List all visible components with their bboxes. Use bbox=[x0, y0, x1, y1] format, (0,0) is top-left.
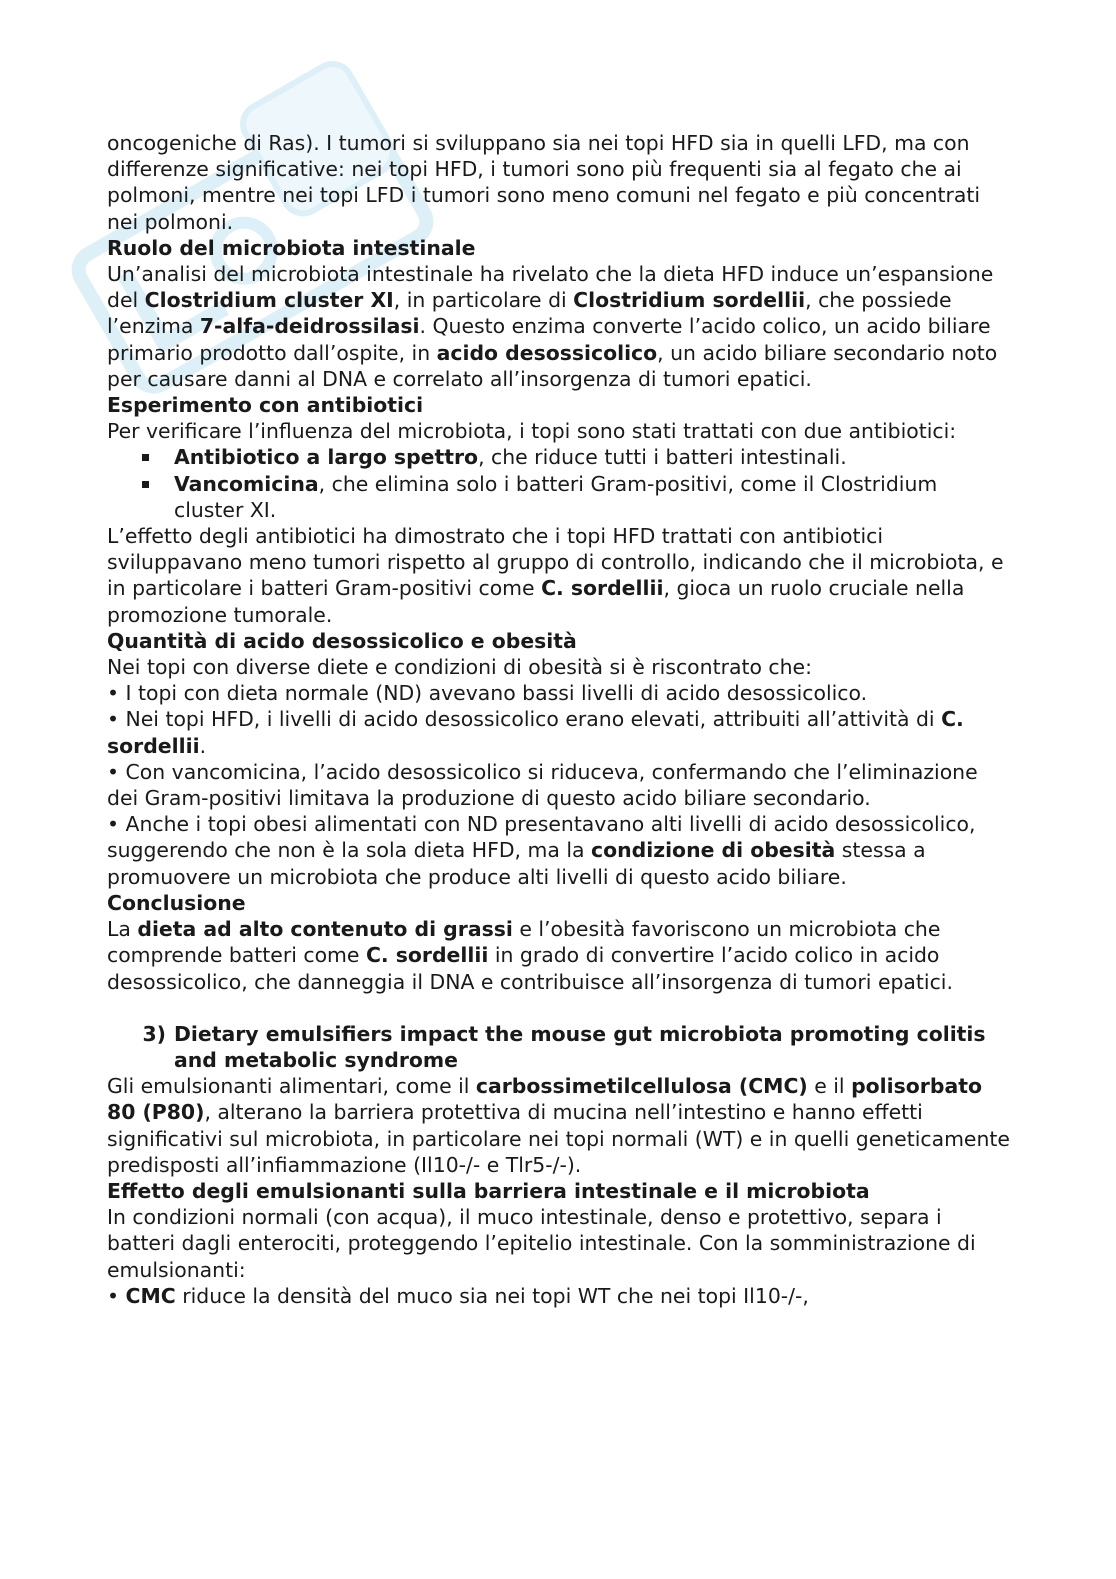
section-heading-3 bbox=[107, 1021, 1012, 1073]
paragraph-intro: oncogeniche di Ras). I tumori si sviluppano sia nei topi HFD sia in quelli LFD, ma con differenze significative: nei topi HFD, i tumori sono più frequenti sia al fegato che ai polmoni, mentre nei topi LFD i tumori sono meno comuni nel fegato e più concentrati nei polmoni. bbox=[107, 131, 981, 234]
bullet-hfd: • Nei topi HFD, i livelli di acido desossicolico erano elevati, attribuiti all’attività di C. sordellii. bbox=[107, 707, 964, 758]
heading-ruolo-microbiota: Ruolo del microbiota intestinale bbox=[107, 235, 476, 260]
heading-quantita-acido: Quantità di acido desossicolico e obesità bbox=[107, 628, 577, 653]
section-title: Dietary emulsifiers impact the mouse gut microbiota promoting colitis and metabolic syndrome bbox=[174, 1021, 986, 1072]
paragraph-microbiota: Un’analisi del microbiota intestinale ha rivelato che la dieta HFD induce un’espansione del Clostridium cluster XI, in particolare di Clostridium sordellii, che possiede l’enzima 7-alfa-deidrossilasi. Questo enzima converte l’acido colico, un acido biliare primario prodotto dall’ospite, in acido desossicolico, un acido biliare secondario noto per causare danni al DNA e correlato all’insorgenza di tumori epatici. bbox=[107, 262, 998, 391]
heading-esperimento-antibiotici: Esperimento con antibiotici bbox=[107, 393, 424, 418]
section-number: 3) bbox=[142, 1021, 166, 1046]
antibiotic-list bbox=[107, 444, 1012, 523]
paragraph-muco: In condizioni normali (con acqua), il muco intestinale, denso e protettivo, separa i batteri dagli enterociti, proteggendo l’epitelio intestinale. Con la somministrazione di emulsionanti: bbox=[107, 1205, 976, 1282]
heading-effetto-emulsionanti: Effetto degli emulsionanti sulla barriera intestinale e il microbiota bbox=[107, 1178, 870, 1203]
list-item: Antibiotico a largo spettro, che riduce tutti i batteri intestinali. bbox=[107, 444, 1012, 470]
paragraph-conclusione: La dieta ad alto contenuto di grassi e l’obesità favoriscono un microbiota che comprende batteri come C. sordellii in grado di convertire l’acido colico in acido desossicolico, che danneggia il DNA e contribuisce all’insorgenza di tumori epatici. bbox=[107, 917, 953, 994]
paragraph-antibiotici: Per verificare l’influenza del microbiota, i topi sono stati trattati con due antibiotici: bbox=[107, 419, 957, 444]
heading-conclusione: Conclusione bbox=[107, 890, 246, 915]
paragraph-effetto-antibiotici: L’effetto degli antibiotici ha dimostrato che i topi HFD trattati con antibiotici sviluppavano meno tumori rispetto al gruppo di controllo, indicando che il microbiota, e in particolare i batteri Gram-positivi come C. sordellii, gioca un ruolo cruciale nella promozione tumorale. bbox=[107, 524, 1004, 627]
document-page bbox=[107, 130, 1012, 1309]
paragraph-diete: Nei topi con diverse diete e condizioni di obesità si è riscontrato che: bbox=[107, 655, 812, 680]
bullet-obesi: • Anche i topi obesi alimentati con ND presentavano alti livelli di acido desossicolico, suggerendo che non è la sola dieta HFD, ma la condizione di obesità stessa a promuovere un microbiota che produce alti livelli di questo acido biliare. bbox=[107, 812, 976, 889]
list-item: Vancomicina, che elimina solo i batteri Gram-positivi, come il Clostridium cluster XI. bbox=[107, 471, 1012, 523]
bullet-cmc: • CMC riduce la densità del muco sia nei topi WT che nei topi Il10-/-, bbox=[107, 1283, 809, 1308]
spacer bbox=[107, 995, 1012, 1021]
paragraph-emulsionanti: Gli emulsionanti alimentari, come il carbossimetilcellulosa (CMC) e il polisorbato 80 (P80), alterano la barriera protettiva di mucina nell’intestino e hanno effetti significativi sul microbiota, in particolare nei topi normali (WT) e in quelli geneticamente predisposti all’infiammazione (Il10-/- e Tlr5-/-). bbox=[107, 1074, 1010, 1177]
bullet-vancomicina: • Con vancomicina, l’acido desossicolico si riduceva, confermando che l’eliminazione dei Gram-positivi limitava la produzione di questo acido biliare secondario. bbox=[107, 759, 978, 811]
bullet-dieta-normale: • I topi con dieta normale (ND) avevano bassi livelli di acido desossicolico. bbox=[107, 681, 868, 706]
